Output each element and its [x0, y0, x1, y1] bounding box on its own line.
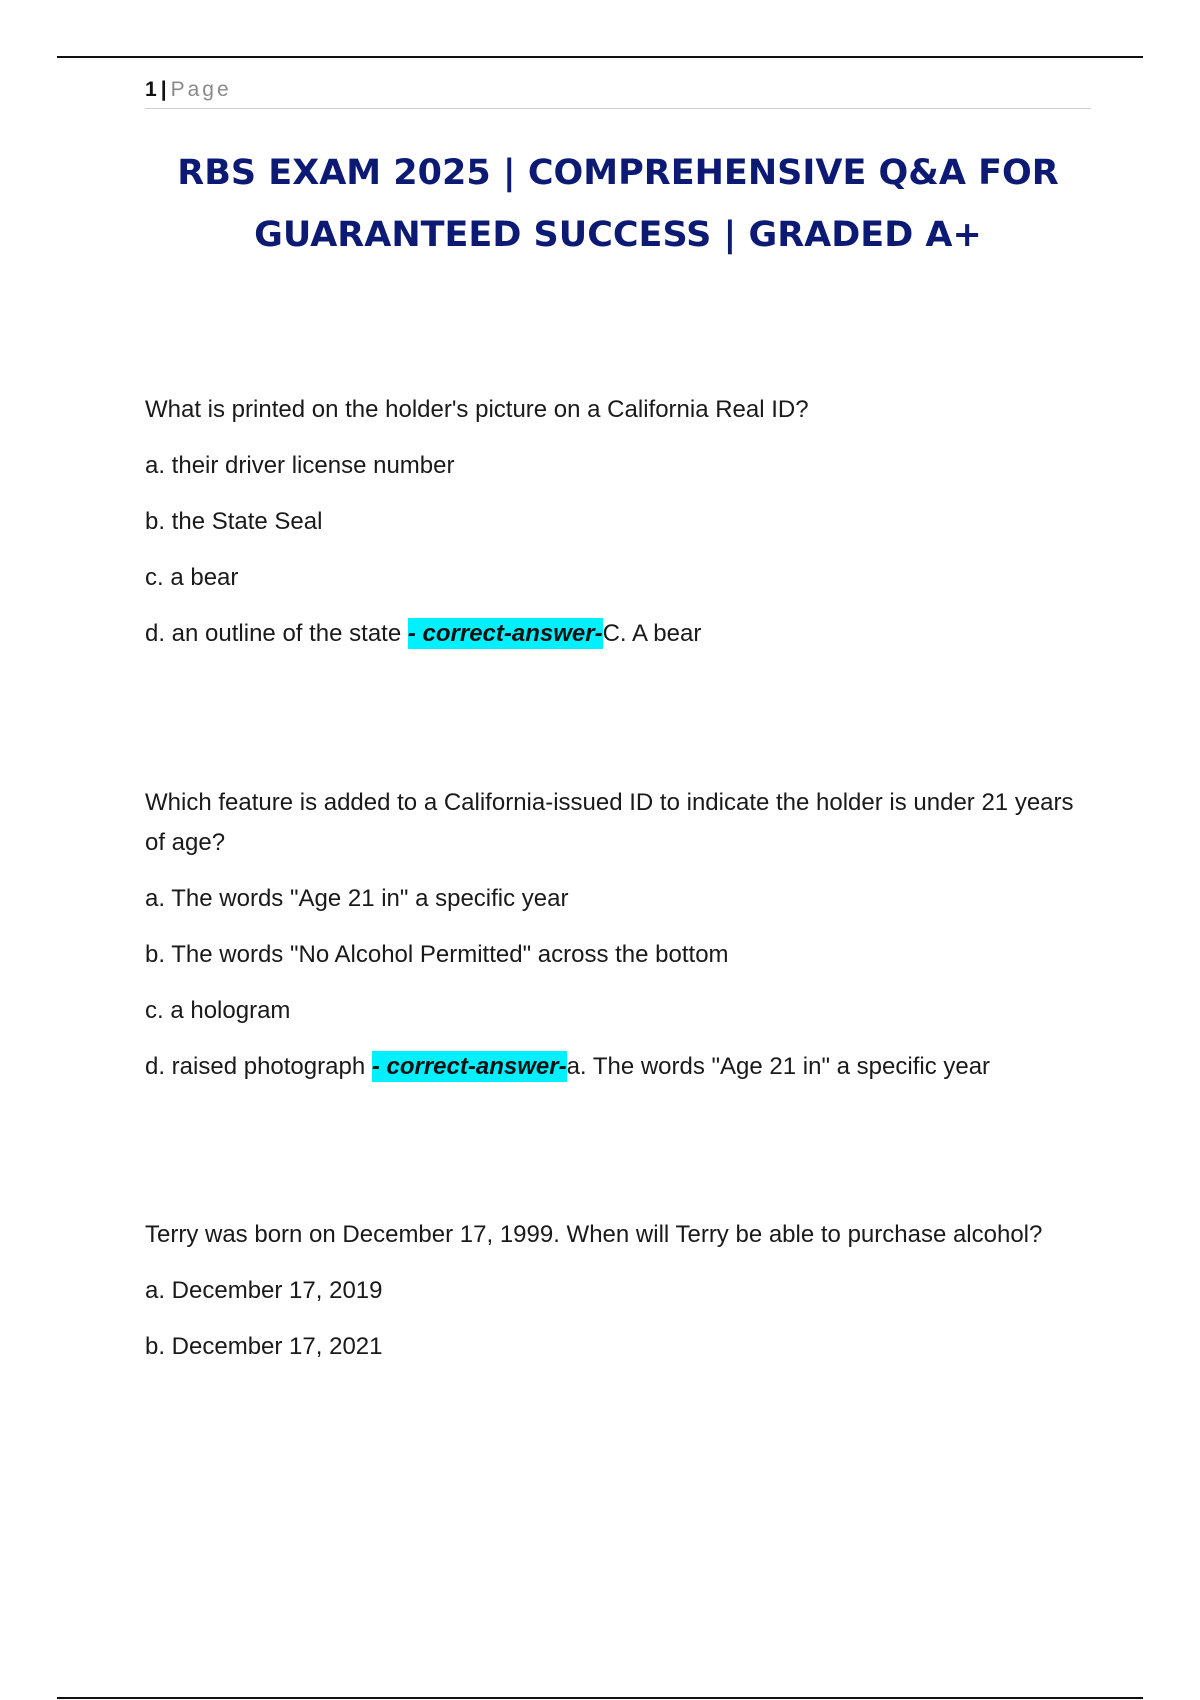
question-text: Terry was born on December 17, 1999. When will Terry be able to purchase alcohol?: [145, 1221, 1043, 1248]
question-block: [145, 783, 1095, 1103]
question-text: What is printed on the holder's picture on a California Real ID?: [145, 396, 809, 423]
page-separator: |: [160, 78, 167, 101]
option-a: a. December 17, 2019: [145, 1277, 383, 1304]
option-a: a. their driver license number: [145, 452, 455, 479]
option-d-text: d. raised photograph: [145, 1053, 372, 1080]
title-line-1: RBS EXAM 2025 | COMPREHENSIVE Q&A FOR: [177, 153, 1059, 193]
option-d: [145, 614, 1095, 654]
bottom-rule: [57, 1697, 1143, 1699]
correct-answer-text: a. The words "Age 21 in" a specific year: [566, 1053, 991, 1080]
option-b: b. the State Seal: [145, 508, 323, 535]
option-a: a. The words "Age 21 in" a specific year: [145, 885, 569, 912]
question-block: [145, 390, 1095, 670]
option-c: c. a hologram: [145, 997, 291, 1024]
correct-answer-text: C. A bear: [602, 620, 702, 647]
page-number: 1: [145, 78, 157, 101]
top-rule: [57, 56, 1143, 58]
option-d: [145, 1047, 1095, 1087]
option-b: b. The words "No Alcohol Permitted" across the bottom: [145, 941, 729, 968]
page-word: Page: [170, 78, 232, 101]
option-d-text: d. an outline of the state: [145, 620, 408, 647]
correct-answer-marker: - correct-answer-: [371, 1053, 567, 1080]
question-text: Which feature is added to a California-issued ID to indicate the holder is under 21 years of age?: [145, 789, 1074, 856]
option-c: c. a bear: [145, 564, 239, 591]
question-block: [145, 1215, 1095, 1383]
option-b: b. December 17, 2021: [145, 1333, 383, 1360]
title-line-2: GUARANTEED SUCCESS | GRADED A+: [254, 215, 982, 255]
document-title: [120, 142, 1116, 266]
correct-answer-marker: - correct-answer-: [407, 620, 603, 647]
page-header: [145, 76, 1091, 109]
